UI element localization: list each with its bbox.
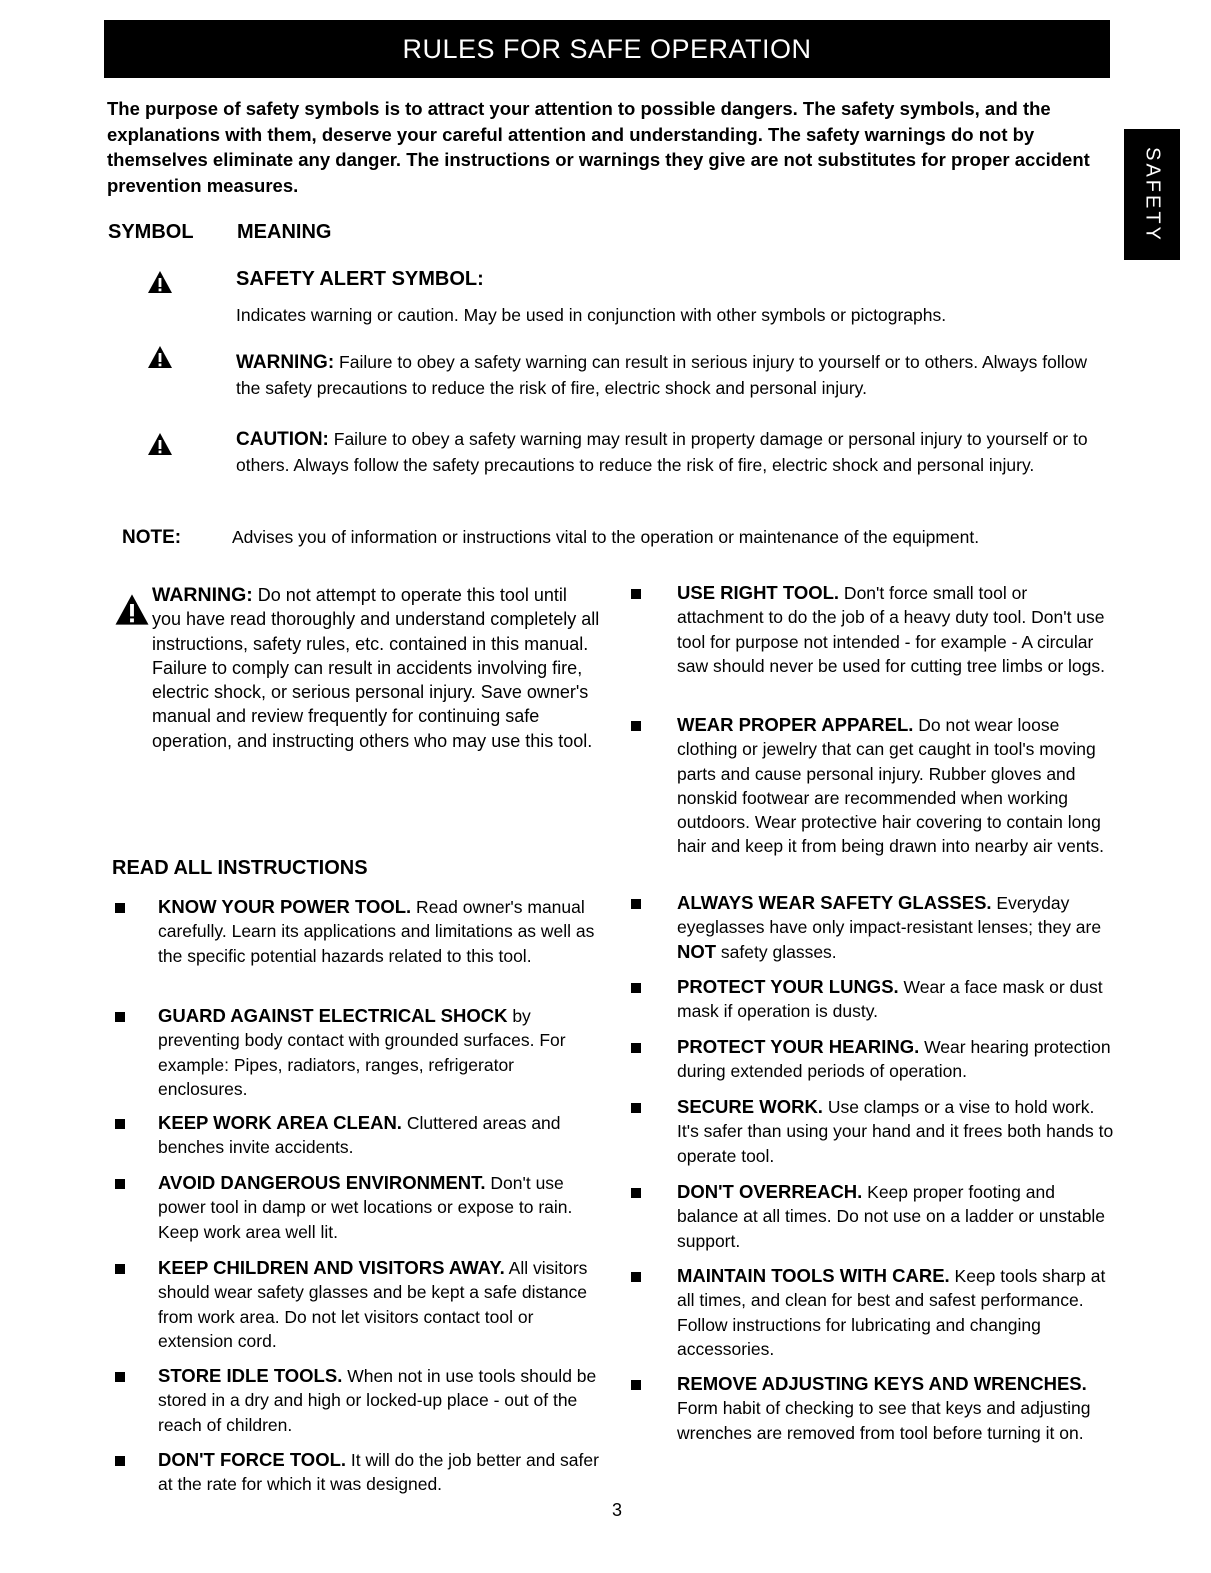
rule-text: It will do the job better and safer at the rate for which it was designed.: [158, 1450, 599, 1495]
note-text: Advises you of information or instructions vital to the operation or maintenance of the equipment.: [232, 527, 980, 547]
rule-text: Keep tools sharp at all times, and clean for best and safest performance. Follow instructions for lubricating and changing accessories.: [677, 1266, 1106, 1359]
rule-protect-lungs: [677, 975, 1117, 1024]
square-bullet-icon: [115, 1372, 125, 1382]
safety-alert-triangle-icon: [147, 270, 173, 294]
rule-avoid-dangerous-environment: [158, 1171, 608, 1244]
side-section-tab: [1124, 129, 1180, 260]
square-bullet-icon: [631, 721, 641, 731]
rule-remove-adjusting-keys: [677, 1372, 1117, 1445]
caution-definition: [236, 427, 1106, 477]
rule-title: KEEP CHILDREN AND VISITORS AWAY.: [158, 1257, 505, 1278]
rule-title: AVOID DANGEROUS ENVIRONMENT.: [158, 1172, 486, 1193]
rule-text: Don't force small tool or attachment to do the job of a heavy duty tool. Don't use tool for purpose not intended - for example - A circular saw should never be used for cutting tree limbs or logs.: [677, 583, 1105, 676]
rule-dont-overreach: [677, 1180, 1117, 1253]
page-number: 3: [612, 1500, 623, 1520]
square-bullet-icon: [115, 1264, 125, 1274]
caution-label: CAUTION:: [236, 429, 329, 450]
rule-wear-proper-apparel: [677, 713, 1117, 859]
rule-title: PROTECT YOUR LUNGS.: [677, 976, 899, 997]
square-bullet-icon: [631, 983, 641, 993]
rule-maintain-tools: [677, 1264, 1117, 1361]
square-bullet-icon: [631, 1188, 641, 1198]
rule-title: STORE IDLE TOOLS.: [158, 1365, 343, 1386]
rule-use-right-tool: [677, 581, 1117, 678]
rule-text: by preventing body contact with grounded surfaces. For example: Pipes, radiators, ranges, refrigerator enclosures.: [158, 1006, 566, 1099]
caution-triangle-icon: [147, 432, 173, 456]
square-bullet-icon: [631, 1380, 641, 1390]
square-bullet-icon: [631, 1272, 641, 1282]
rule-text: When not in use tools should be stored in a dry and high or locked-up place - out of the reach of children.: [158, 1366, 597, 1435]
warning-text: Failure to obey a safety warning can result in serious injury to yourself or to others. Always follow the safety precautions to reduce the risk of fire, electric shock and personal injury.: [236, 352, 1088, 398]
read-all-instructions-heading: READ ALL INSTRUCTIONS: [112, 857, 368, 879]
rule-text: Cluttered areas and benches invite accidents.: [158, 1113, 561, 1158]
square-bullet-icon: [115, 1456, 125, 1466]
square-bullet-icon: [115, 903, 125, 913]
warning-definition: [236, 350, 1106, 400]
square-bullet-icon: [115, 1179, 125, 1189]
rule-secure-work: [677, 1095, 1117, 1168]
rule-title: GUARD AGAINST ELECTRICAL SHOCK: [158, 1005, 508, 1026]
rule-text: Do not wear loose clothing or jewelry that can get caught in tool's moving parts and cause personal injury. Rubber gloves and nonskid footwear are recommended when working outdoors. Wear protective hair covering to contain long hair and keep it from being drawn into nearby air vents.: [677, 715, 1105, 857]
page-banner: RULES FOR SAFE OPERATION: [104, 20, 1110, 78]
warning-label: WARNING:: [236, 352, 335, 373]
square-bullet-icon: [115, 1012, 125, 1022]
caution-text: Failure to obey a safety warning may result in property damage or personal injury to yourself or to others. Always follow the safety precautions to reduce the risk of fire, electric shock and personal injury.: [236, 429, 1088, 475]
rule-text: Wear hearing protection during extended periods of operation.: [677, 1037, 1111, 1082]
rule-text: Don't use power tool in damp or wet locations or expose to rain. Keep work area well lit.: [158, 1173, 573, 1242]
rule-know-your-power-tool: [158, 895, 608, 968]
rule-title: DON'T FORCE TOOL.: [158, 1449, 347, 1470]
rule-text: Wear a face mask or dust mask if operation is dusty.: [677, 977, 1103, 1022]
safety-alert-title: SAFETY ALERT SYMBOL:: [236, 268, 484, 290]
rule-title: WEAR PROPER APPAREL.: [677, 714, 914, 735]
rule-text: Everyday eyeglasses have only impact-resistant lenses; they are: [677, 893, 1102, 938]
square-bullet-icon: [631, 589, 641, 599]
meaning-column-header: MEANING: [237, 221, 332, 243]
rule-text-end: safety glasses.: [716, 941, 837, 962]
rule-protect-hearing: [677, 1035, 1117, 1084]
main-warning-paragraph: [152, 583, 600, 753]
side-tab-label: SAFETY: [1141, 146, 1164, 243]
rule-text: All visitors should wear safety glasses and be kept a safe distance from work area. Do not let visitors contact tool or extension cord.: [158, 1258, 588, 1351]
rule-wear-safety-glasses: [677, 891, 1117, 964]
rule-emphasis: NOT: [677, 940, 717, 962]
rule-dont-force-tool: [158, 1448, 608, 1497]
main-warning-triangle-icon: [114, 593, 150, 626]
rule-title: DON'T OVERREACH.: [677, 1181, 863, 1202]
warning-triangle-icon: [147, 345, 173, 369]
safety-alert-text: Indicates warning or caution. May be used in conjunction with other symbols or pictographs.: [236, 305, 947, 325]
square-bullet-icon: [115, 1119, 125, 1129]
rule-text: Form habit of checking to see that keys and adjusting wrenches are removed from tool before turning it on.: [677, 1398, 1091, 1443]
rule-title: KEEP WORK AREA CLEAN.: [158, 1112, 402, 1133]
rule-guard-against-shock: [158, 1004, 608, 1101]
rule-text: Keep proper footing and balance at all times. Do not use on a ladder or unstable support.: [677, 1182, 1106, 1251]
rule-keep-children-away: [158, 1256, 608, 1353]
square-bullet-icon: [631, 899, 641, 909]
rule-store-idle-tools: [158, 1364, 608, 1437]
rule-title: PROTECT YOUR HEARING.: [677, 1036, 920, 1057]
note-label: NOTE:: [122, 527, 182, 548]
rule-title: SECURE WORK.: [677, 1096, 823, 1117]
rule-title: ALWAYS WEAR SAFETY GLASSES.: [677, 892, 992, 913]
rule-text: Use clamps or a vise to hold work. It's safer than using your hand and it frees both hands to operate tool.: [677, 1097, 1114, 1166]
rule-title: USE RIGHT TOOL.: [677, 582, 840, 603]
rule-title: REMOVE ADJUSTING KEYS AND WRENCHES.: [677, 1373, 1087, 1394]
rule-title: KNOW YOUR POWER TOOL.: [158, 896, 412, 917]
rule-title: MAINTAIN TOOLS WITH CARE.: [677, 1265, 950, 1286]
main-warning-text: Do not attempt to operate this tool until you have read thoroughly and understand completely all instructions, safety rules, etc. contained in this manual. Failure to comply can result in accidents involving fire, electric shock, or serious personal injury. Save owner's manual and review frequently for continuing safe operation, and instructing others who may use this tool.: [152, 585, 600, 751]
symbol-column-header: SYMBOL: [108, 221, 194, 243]
intro-paragraph: The purpose of safety symbols is to attract your attention to possible dangers. The safety symbols, and the explanations with them, deserve your careful attention and understanding. The safety warnings do not by themselves eliminate any danger. The instructions or warnings they give are not substitutes for proper accident prevention measures.: [107, 98, 1090, 196]
rule-keep-work-area-clean: [158, 1111, 608, 1160]
main-warning-label: WARNING:: [152, 584, 253, 606]
square-bullet-icon: [631, 1103, 641, 1113]
rule-text: Read owner's manual carefully. Learn its applications and limitations as well as the specific potential hazards related to this tool.: [158, 897, 595, 966]
square-bullet-icon: [631, 1043, 641, 1053]
